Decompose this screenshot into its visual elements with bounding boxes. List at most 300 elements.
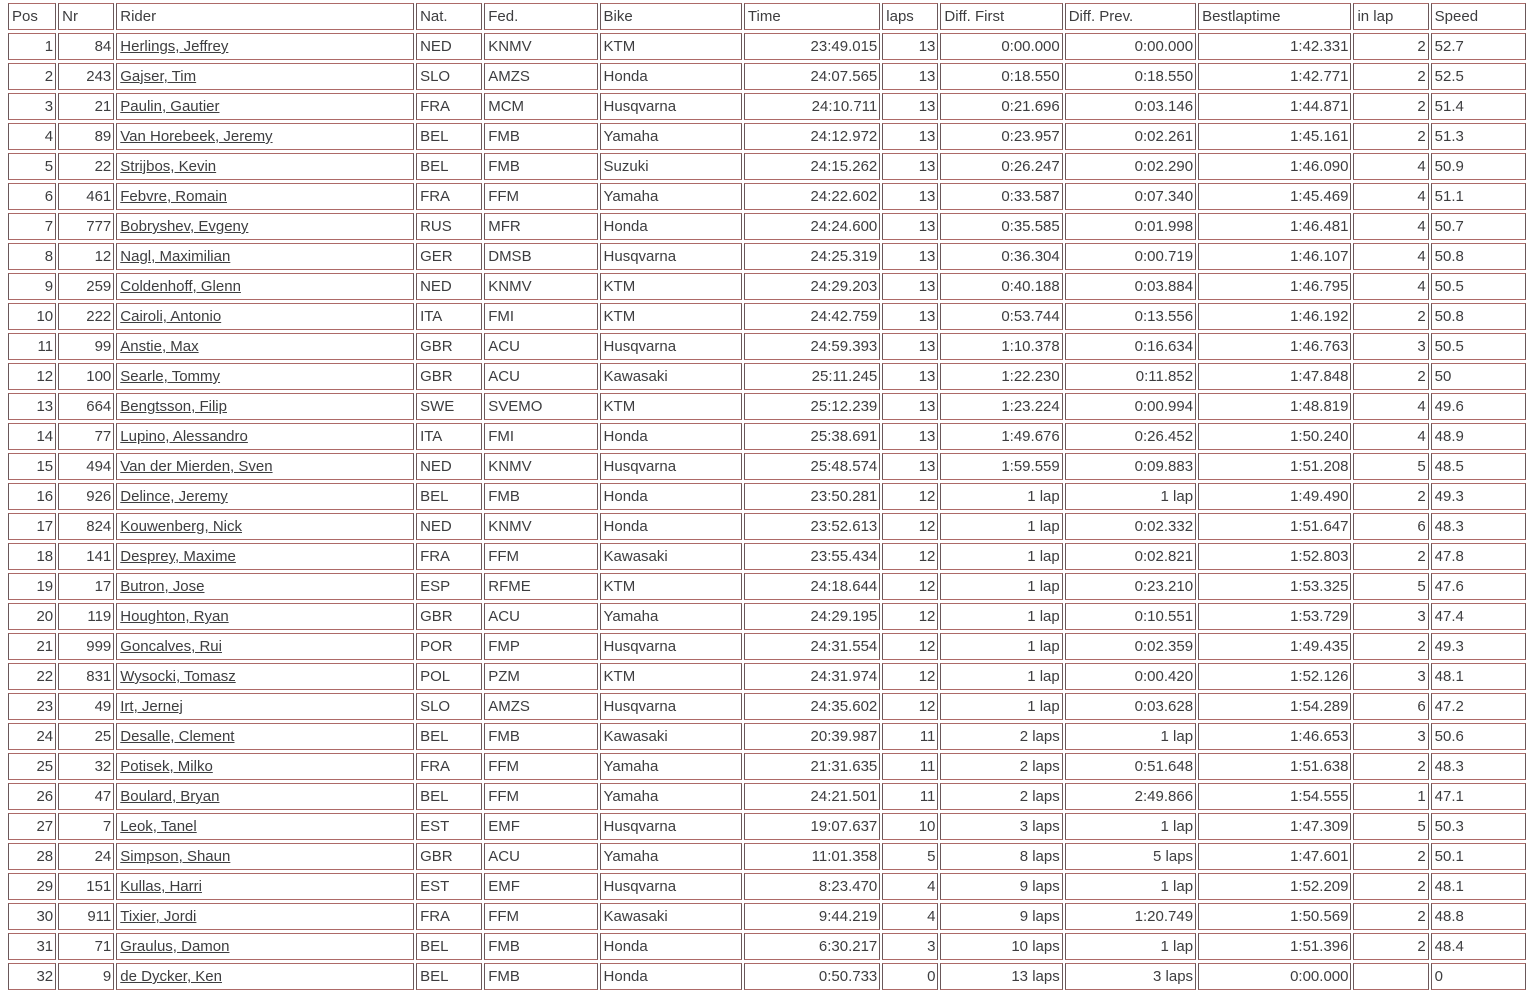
- cell-fed: FFM: [484, 783, 597, 810]
- cell-diff_first: 0:18.550: [940, 63, 1062, 90]
- cell-nat: BEL: [416, 483, 482, 510]
- cell-nat: BEL: [416, 153, 482, 180]
- cell-laps: 12: [882, 513, 938, 540]
- cell-in_lap: 2: [1353, 873, 1428, 900]
- cell-in_lap: 4: [1353, 423, 1428, 450]
- cell-nat: FRA: [416, 543, 482, 570]
- cell-rider: [116, 183, 414, 210]
- cell-bestlaptime: 0:00.000: [1198, 963, 1351, 990]
- rider-link[interactable]: Irt, Jernej: [120, 698, 183, 715]
- cell-fed: PZM: [484, 663, 597, 690]
- cell-diff_prev: 0:03.884: [1065, 273, 1196, 300]
- cell-diff_prev: 0:18.550: [1065, 63, 1196, 90]
- cell-rider: [116, 483, 414, 510]
- cell-speed: 47.1: [1431, 783, 1526, 810]
- cell-fed: EMF: [484, 873, 597, 900]
- cell-bike: Honda: [600, 933, 742, 960]
- table-row: [8, 333, 1526, 360]
- cell-speed: 0: [1431, 963, 1526, 990]
- cell-laps: 12: [882, 663, 938, 690]
- table-row: [8, 393, 1526, 420]
- cell-diff_prev: 0:00.994: [1065, 393, 1196, 420]
- cell-nr: 77: [58, 423, 114, 450]
- column-header-pos: Pos: [8, 3, 56, 30]
- cell-diff_prev: 3 laps: [1065, 963, 1196, 990]
- cell-nat: FRA: [416, 753, 482, 780]
- cell-pos: 7: [8, 213, 56, 240]
- cell-fed: ACU: [484, 363, 597, 390]
- cell-bike: Honda: [600, 963, 742, 990]
- cell-nat: ESP: [416, 573, 482, 600]
- cell-time: 24:15.262: [744, 153, 880, 180]
- cell-pos: 2: [8, 63, 56, 90]
- cell-speed: 50.8: [1431, 303, 1526, 330]
- cell-nr: 141: [58, 543, 114, 570]
- cell-nat: SLO: [416, 693, 482, 720]
- cell-time: 25:48.574: [744, 453, 880, 480]
- cell-in_lap: 2: [1353, 843, 1428, 870]
- cell-speed: 52.7: [1431, 33, 1526, 60]
- cell-time: 20:39.987: [744, 723, 880, 750]
- cell-bike: Husqvarna: [600, 813, 742, 840]
- cell-time: 23:52.613: [744, 513, 880, 540]
- cell-laps: 11: [882, 723, 938, 750]
- rider-link[interactable]: de Dycker, Ken: [120, 968, 222, 985]
- rider-link[interactable]: Wysocki, Tomasz: [120, 668, 236, 685]
- cell-bestlaptime: 1:46.481: [1198, 213, 1351, 240]
- cell-nat: GER: [416, 243, 482, 270]
- cell-time: 24:18.644: [744, 573, 880, 600]
- cell-diff_first: 1 lap: [940, 633, 1062, 660]
- rider-link[interactable]: Bobryshev, Evgeny: [120, 218, 249, 235]
- cell-time: 25:11.245: [744, 363, 880, 390]
- cell-rider: [116, 873, 414, 900]
- cell-diff_first: 1 lap: [940, 693, 1062, 720]
- rider-link[interactable]: Anstie, Max: [120, 338, 199, 355]
- cell-time: 24:35.602: [744, 693, 880, 720]
- table-row: [8, 213, 1526, 240]
- cell-diff_prev: 0:02.290: [1065, 153, 1196, 180]
- cell-laps: 11: [882, 753, 938, 780]
- cell-laps: 13: [882, 33, 938, 60]
- table-row: [8, 153, 1526, 180]
- cell-speed: 47.6: [1431, 573, 1526, 600]
- cell-pos: 28: [8, 843, 56, 870]
- cell-nat: SLO: [416, 63, 482, 90]
- rider-link[interactable]: Houghton, Ryan: [120, 608, 229, 625]
- cell-in_lap: 6: [1353, 513, 1428, 540]
- cell-diff_prev: 0:10.551: [1065, 603, 1196, 630]
- cell-nat: GBR: [416, 603, 482, 630]
- rider-link[interactable]: Gajser, Tim: [120, 68, 197, 85]
- cell-bike: Husqvarna: [600, 693, 742, 720]
- cell-pos: 10: [8, 303, 56, 330]
- cell-diff_first: 0:33.587: [940, 183, 1062, 210]
- cell-diff_first: 8 laps: [940, 843, 1062, 870]
- cell-bike: Suzuki: [600, 153, 742, 180]
- cell-pos: 29: [8, 873, 56, 900]
- cell-nr: 9: [58, 963, 114, 990]
- cell-diff_prev: 1 lap: [1065, 873, 1196, 900]
- cell-nr: 71: [58, 933, 114, 960]
- cell-time: 0:50.733: [744, 963, 880, 990]
- cell-in_lap: 4: [1353, 183, 1428, 210]
- cell-bestlaptime: 1:45.469: [1198, 183, 1351, 210]
- cell-in_lap: 2: [1353, 33, 1428, 60]
- cell-fed: FMP: [484, 633, 597, 660]
- cell-laps: 13: [882, 393, 938, 420]
- cell-diff_prev: 0:01.998: [1065, 213, 1196, 240]
- rider-link[interactable]: Delince, Jeremy: [120, 488, 228, 505]
- cell-fed: FFM: [484, 183, 597, 210]
- cell-pos: 25: [8, 753, 56, 780]
- cell-laps: 13: [882, 363, 938, 390]
- cell-fed: FMI: [484, 303, 597, 330]
- cell-bestlaptime: 1:51.638: [1198, 753, 1351, 780]
- cell-time: 6:30.217: [744, 933, 880, 960]
- cell-diff_first: 1 lap: [940, 513, 1062, 540]
- table-row: [8, 303, 1526, 330]
- rider-link[interactable]: Tixier, Jordi: [120, 908, 197, 925]
- cell-laps: 13: [882, 243, 938, 270]
- table-row: [8, 783, 1526, 810]
- cell-pos: 26: [8, 783, 56, 810]
- cell-in_lap: 2: [1353, 933, 1428, 960]
- cell-in_lap: 2: [1353, 903, 1428, 930]
- table-row: [8, 963, 1526, 990]
- cell-diff_first: 1 lap: [940, 603, 1062, 630]
- cell-bike: Yamaha: [600, 603, 742, 630]
- cell-pos: 19: [8, 573, 56, 600]
- cell-in_lap: 2: [1353, 543, 1428, 570]
- cell-bike: Husqvarna: [600, 453, 742, 480]
- cell-diff_prev: 0:00.420: [1065, 663, 1196, 690]
- cell-time: 24:31.974: [744, 663, 880, 690]
- cell-fed: FFM: [484, 543, 597, 570]
- cell-bike: Husqvarna: [600, 93, 742, 120]
- cell-nr: 824: [58, 513, 114, 540]
- cell-nr: 32: [58, 753, 114, 780]
- cell-bestlaptime: 1:52.209: [1198, 873, 1351, 900]
- table-row: [8, 753, 1526, 780]
- cell-nat: FRA: [416, 903, 482, 930]
- cell-diff_prev: 0:02.359: [1065, 633, 1196, 660]
- cell-nr: 461: [58, 183, 114, 210]
- cell-rider: [116, 513, 414, 540]
- cell-bestlaptime: 1:42.331: [1198, 33, 1351, 60]
- cell-nat: NED: [416, 273, 482, 300]
- cell-speed: 48.3: [1431, 753, 1526, 780]
- cell-time: 23:50.281: [744, 483, 880, 510]
- cell-fed: MCM: [484, 93, 597, 120]
- cell-speed: 50.9: [1431, 153, 1526, 180]
- cell-speed: 50.5: [1431, 273, 1526, 300]
- cell-bestlaptime: 1:53.325: [1198, 573, 1351, 600]
- cell-pos: 9: [8, 273, 56, 300]
- cell-in_lap: 4: [1353, 213, 1428, 240]
- cell-nr: 100: [58, 363, 114, 390]
- cell-speed: 49.6: [1431, 393, 1526, 420]
- cell-pos: 11: [8, 333, 56, 360]
- cell-diff_prev: 0:03.628: [1065, 693, 1196, 720]
- rider-link[interactable]: Cairoli, Antonio: [120, 308, 222, 325]
- cell-pos: 21: [8, 633, 56, 660]
- cell-pos: 4: [8, 123, 56, 150]
- cell-bestlaptime: 1:45.161: [1198, 123, 1351, 150]
- cell-diff_first: 10 laps: [940, 933, 1062, 960]
- rider-link[interactable]: Van Horebeek, Jeremy: [120, 128, 273, 145]
- cell-bestlaptime: 1:46.795: [1198, 273, 1351, 300]
- cell-in_lap: 3: [1353, 663, 1428, 690]
- cell-fed: RFME: [484, 573, 597, 600]
- column-header-time: Time: [744, 3, 880, 30]
- cell-rider: [116, 933, 414, 960]
- rider-link[interactable]: Van der Mierden, Sven: [120, 458, 273, 475]
- rider-link[interactable]: Potisek, Milko: [120, 758, 213, 775]
- cell-laps: 13: [882, 183, 938, 210]
- table-row: [8, 93, 1526, 120]
- cell-laps: 0: [882, 963, 938, 990]
- cell-fed: FMB: [484, 933, 597, 960]
- cell-diff_prev: 5 laps: [1065, 843, 1196, 870]
- cell-speed: 50.7: [1431, 213, 1526, 240]
- cell-nat: RUS: [416, 213, 482, 240]
- cell-bike: Honda: [600, 423, 742, 450]
- cell-nat: GBR: [416, 363, 482, 390]
- cell-bike: KTM: [600, 573, 742, 600]
- cell-laps: 11: [882, 783, 938, 810]
- cell-laps: 13: [882, 303, 938, 330]
- cell-nr: 99: [58, 333, 114, 360]
- cell-diff_prev: 0:26.452: [1065, 423, 1196, 450]
- cell-fed: SVEMO: [484, 393, 597, 420]
- table-row: [8, 513, 1526, 540]
- cell-bike: KTM: [600, 663, 742, 690]
- cell-bestlaptime: 1:46.192: [1198, 303, 1351, 330]
- cell-bestlaptime: 1:52.126: [1198, 663, 1351, 690]
- cell-in_lap: 4: [1353, 273, 1428, 300]
- cell-rider: [116, 903, 414, 930]
- cell-bestlaptime: 1:47.309: [1198, 813, 1351, 840]
- table-row: [8, 123, 1526, 150]
- cell-time: 24:21.501: [744, 783, 880, 810]
- cell-bike: Husqvarna: [600, 873, 742, 900]
- cell-bestlaptime: 1:54.289: [1198, 693, 1351, 720]
- cell-diff_prev: 0:23.210: [1065, 573, 1196, 600]
- cell-bestlaptime: 1:53.729: [1198, 603, 1351, 630]
- cell-diff_first: 1 lap: [940, 663, 1062, 690]
- cell-speed: 50.5: [1431, 333, 1526, 360]
- cell-time: 24:24.600: [744, 213, 880, 240]
- cell-rider: [116, 663, 414, 690]
- cell-in_lap: 4: [1353, 153, 1428, 180]
- cell-rider: [116, 963, 414, 990]
- cell-laps: 13: [882, 453, 938, 480]
- cell-diff_prev: 0:02.261: [1065, 123, 1196, 150]
- cell-time: 24:07.565: [744, 63, 880, 90]
- cell-nr: 24: [58, 843, 114, 870]
- cell-nr: 47: [58, 783, 114, 810]
- rider-link[interactable]: Bengtsson, Filip: [120, 398, 227, 415]
- cell-time: 24:29.203: [744, 273, 880, 300]
- cell-diff_first: 3 laps: [940, 813, 1062, 840]
- rider-link[interactable]: Lupino, Alessandro: [120, 428, 248, 445]
- cell-fed: FMB: [484, 153, 597, 180]
- cell-nr: 84: [58, 33, 114, 60]
- cell-nr: 664: [58, 393, 114, 420]
- cell-laps: 12: [882, 483, 938, 510]
- cell-rider: [116, 273, 414, 300]
- cell-pos: 18: [8, 543, 56, 570]
- cell-rider: [116, 213, 414, 240]
- rider-link[interactable]: Butron, Jose: [120, 578, 205, 595]
- cell-pos: 17: [8, 513, 56, 540]
- cell-speed: 50: [1431, 363, 1526, 390]
- cell-diff_prev: 1 lap: [1065, 483, 1196, 510]
- cell-bestlaptime: 1:46.653: [1198, 723, 1351, 750]
- cell-bestlaptime: 1:46.090: [1198, 153, 1351, 180]
- cell-bike: Honda: [600, 63, 742, 90]
- table-row: [8, 603, 1526, 630]
- cell-diff_first: 1:10.378: [940, 333, 1062, 360]
- cell-laps: 3: [882, 933, 938, 960]
- cell-speed: 47.2: [1431, 693, 1526, 720]
- rider-link[interactable]: Graulus, Damon: [120, 938, 230, 955]
- table-row: [8, 483, 1526, 510]
- cell-nat: BEL: [416, 723, 482, 750]
- cell-bestlaptime: 1:47.848: [1198, 363, 1351, 390]
- rider-link[interactable]: Coldenhoff, Glenn: [120, 278, 241, 295]
- cell-bike: Kawasaki: [600, 543, 742, 570]
- cell-pos: 6: [8, 183, 56, 210]
- cell-diff_prev: 0:00.000: [1065, 33, 1196, 60]
- cell-diff_prev: 1:20.749: [1065, 903, 1196, 930]
- cell-pos: 16: [8, 483, 56, 510]
- cell-diff_first: 2 laps: [940, 783, 1062, 810]
- rider-link[interactable]: Kouwenberg, Nick: [120, 518, 242, 535]
- cell-bestlaptime: 1:54.555: [1198, 783, 1351, 810]
- cell-in_lap: 1: [1353, 783, 1428, 810]
- rider-link[interactable]: Simpson, Shaun: [120, 848, 231, 865]
- cell-time: 24:42.759: [744, 303, 880, 330]
- cell-pos: 13: [8, 393, 56, 420]
- cell-fed: KNMV: [484, 513, 597, 540]
- cell-pos: 3: [8, 93, 56, 120]
- table-row: [8, 363, 1526, 390]
- table-row: [8, 873, 1526, 900]
- rider-link[interactable]: Searle, Tommy: [120, 368, 221, 385]
- table-row: [8, 63, 1526, 90]
- cell-rider: [116, 93, 414, 120]
- cell-laps: 13: [882, 273, 938, 300]
- cell-speed: 48.8: [1431, 903, 1526, 930]
- cell-nat: BEL: [416, 783, 482, 810]
- rider-link[interactable]: Desalle, Clement: [120, 728, 235, 745]
- cell-fed: MFR: [484, 213, 597, 240]
- table-row: [8, 633, 1526, 660]
- rider-link[interactable]: Leok, Tanel: [120, 818, 197, 835]
- cell-in_lap: 2: [1353, 633, 1428, 660]
- rider-link[interactable]: Febvre, Romain: [120, 188, 227, 205]
- cell-diff_first: 13 laps: [940, 963, 1062, 990]
- rider-link[interactable]: Strijbos, Kevin: [120, 158, 217, 175]
- cell-laps: 13: [882, 333, 938, 360]
- cell-bike: KTM: [600, 33, 742, 60]
- cell-diff_first: 0:53.744: [940, 303, 1062, 330]
- cell-rider: [116, 753, 414, 780]
- cell-nr: 831: [58, 663, 114, 690]
- cell-bike: KTM: [600, 303, 742, 330]
- cell-rider: [116, 153, 414, 180]
- cell-bestlaptime: 1:50.569: [1198, 903, 1351, 930]
- rider-link[interactable]: Kullas, Harri: [120, 878, 202, 895]
- cell-diff_first: 1:22.230: [940, 363, 1062, 390]
- cell-time: 24:31.554: [744, 633, 880, 660]
- cell-time: 24:59.393: [744, 333, 880, 360]
- cell-rider: [116, 63, 414, 90]
- cell-fed: FFM: [484, 753, 597, 780]
- rider-link[interactable]: Boulard, Bryan: [120, 788, 220, 805]
- cell-nat: SWE: [416, 393, 482, 420]
- cell-in_lap: 4: [1353, 243, 1428, 270]
- cell-in_lap: 2: [1353, 63, 1428, 90]
- cell-speed: 50.8: [1431, 243, 1526, 270]
- cell-diff_prev: 0:51.648: [1065, 753, 1196, 780]
- cell-diff_first: 0:35.585: [940, 213, 1062, 240]
- column-header-bestlaptime: Bestlaptime: [1198, 3, 1351, 30]
- cell-bestlaptime: 1:42.771: [1198, 63, 1351, 90]
- cell-nat: BEL: [416, 963, 482, 990]
- cell-laps: 12: [882, 543, 938, 570]
- rider-link[interactable]: Paulin, Gautier: [120, 98, 220, 115]
- table-row: [8, 663, 1526, 690]
- cell-bestlaptime: 1:49.435: [1198, 633, 1351, 660]
- cell-bike: Yamaha: [600, 753, 742, 780]
- table-row: [8, 273, 1526, 300]
- cell-rider: [116, 243, 414, 270]
- cell-speed: 48.1: [1431, 663, 1526, 690]
- cell-diff_first: 1 lap: [940, 543, 1062, 570]
- cell-fed: FMB: [484, 963, 597, 990]
- cell-laps: 12: [882, 693, 938, 720]
- cell-nat: POL: [416, 663, 482, 690]
- cell-diff_first: 1:59.559: [940, 453, 1062, 480]
- table-row: [8, 543, 1526, 570]
- cell-fed: FMB: [484, 483, 597, 510]
- cell-pos: 14: [8, 423, 56, 450]
- cell-nr: 21: [58, 93, 114, 120]
- cell-nr: 12: [58, 243, 114, 270]
- column-header-in_lap: in lap: [1353, 3, 1428, 30]
- rider-link[interactable]: Herlings, Jeffrey: [120, 38, 229, 55]
- cell-speed: 48.4: [1431, 933, 1526, 960]
- cell-fed: KNMV: [484, 273, 597, 300]
- rider-link[interactable]: Desprey, Maxime: [120, 548, 236, 565]
- rider-link[interactable]: Goncalves, Rui: [120, 638, 222, 655]
- rider-link[interactable]: Nagl, Maximilian: [120, 248, 231, 265]
- column-header-fed: Fed.: [484, 3, 597, 30]
- cell-bestlaptime: 1:49.490: [1198, 483, 1351, 510]
- cell-nr: 926: [58, 483, 114, 510]
- cell-rider: [116, 123, 414, 150]
- cell-bike: Honda: [600, 483, 742, 510]
- cell-nat: BEL: [416, 933, 482, 960]
- cell-pos: 5: [8, 153, 56, 180]
- cell-laps: 10: [882, 813, 938, 840]
- cell-speed: 49.3: [1431, 633, 1526, 660]
- cell-speed: 49.3: [1431, 483, 1526, 510]
- cell-in_lap: 3: [1353, 723, 1428, 750]
